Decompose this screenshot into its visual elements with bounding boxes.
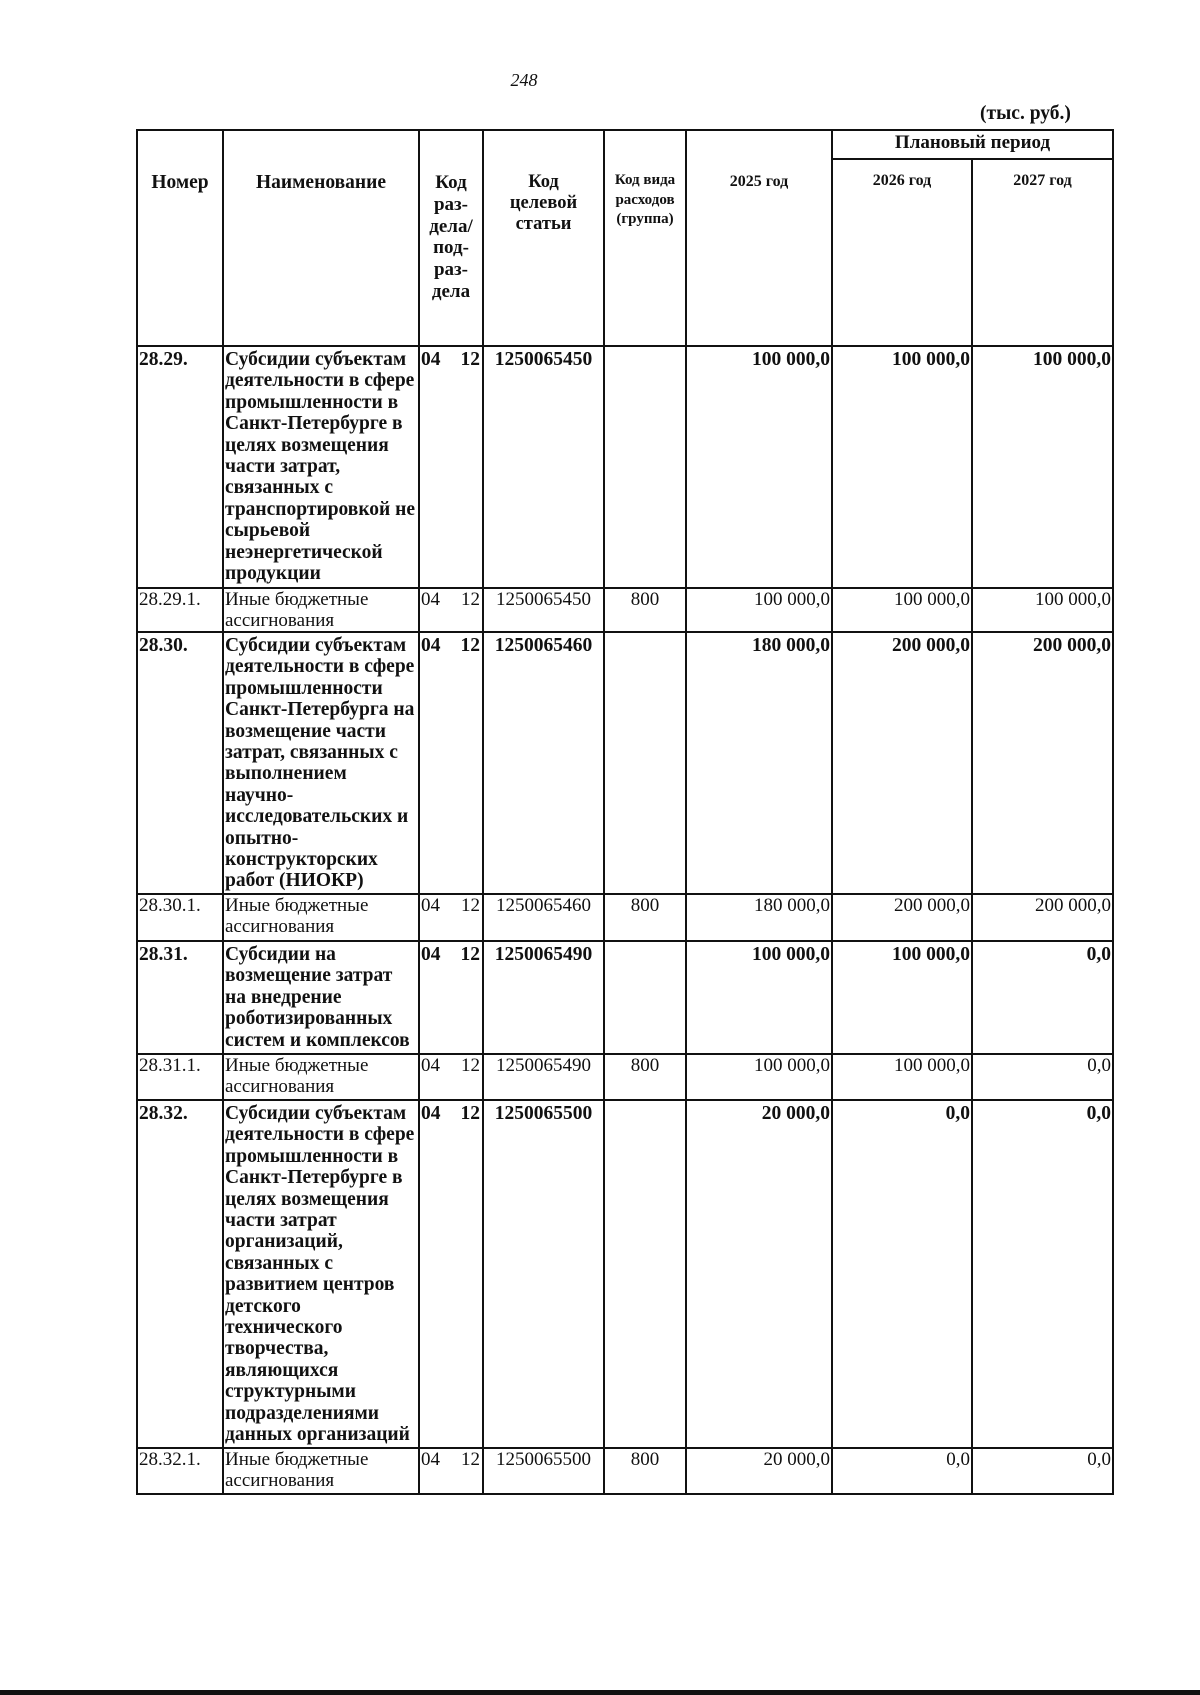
row-name-line: структурными	[225, 1381, 356, 1403]
table-body	[137, 130, 1113, 1494]
row-name-line: сырьевой	[225, 520, 311, 542]
header-target-code-line: статьи	[515, 214, 572, 234]
subsection-code: 12	[460, 944, 480, 965]
section-code-pair	[420, 1103, 482, 1124]
row-name-line: целях возмещения	[225, 434, 389, 456]
amount-2027: 0,0	[972, 1448, 1113, 1494]
table-row	[137, 1054, 1113, 1100]
row-name-line: конструкторских	[225, 849, 378, 871]
row-name-line: промышленности в	[225, 1145, 399, 1167]
row-name-line: ассигнования	[225, 609, 335, 631]
expense-type-code: 800	[604, 588, 686, 632]
target-code: 1250065460	[483, 632, 604, 894]
section-code: 04	[421, 635, 441, 656]
header-section-code	[419, 130, 483, 346]
row-name-line: неэнергетической	[225, 541, 383, 563]
amount-2026: 200 000,0	[832, 632, 972, 894]
section-code: 04	[421, 589, 440, 610]
section-code-pair	[420, 944, 482, 965]
table-row	[137, 894, 1113, 941]
row-name-line: Субсидии субъектам	[225, 635, 407, 656]
budget-table	[136, 129, 1114, 1495]
section-code-pair	[420, 635, 482, 656]
row-name-line: Иные бюджетные	[225, 895, 369, 916]
row-name	[223, 1100, 419, 1448]
section-code: 04	[421, 1103, 441, 1124]
row-number: 28.29.1.	[137, 588, 223, 632]
subsection-code: 12	[460, 1103, 480, 1124]
row-name-line: роботизированных	[225, 1008, 393, 1030]
row-name-line: Субсидии на	[225, 944, 336, 965]
target-code: 1250065490	[483, 1054, 604, 1100]
row-name-line: опытно-	[225, 827, 299, 849]
section-code-cell	[419, 346, 483, 588]
section-code-cell	[419, 894, 483, 941]
target-code: 1250065500	[483, 1448, 604, 1494]
header-section-code-line: под-	[433, 237, 469, 259]
target-code: 1250065460	[483, 894, 604, 941]
target-code: 1250065450	[483, 588, 604, 632]
amount-2027: 100 000,0	[972, 588, 1113, 632]
row-name-line: Субсидии субъектам	[225, 1103, 407, 1124]
header-year-2027: 2027 год	[972, 159, 1113, 346]
row-name	[223, 894, 419, 941]
section-code-cell	[419, 941, 483, 1054]
row-name-line: ассигнования	[225, 1075, 335, 1097]
expense-type-code	[604, 632, 686, 894]
header-section-code-line: раз-	[433, 259, 469, 281]
subsection-code: 12	[460, 635, 480, 656]
amount-2025: 20 000,0	[686, 1448, 832, 1494]
row-name-line: на внедрение	[225, 986, 342, 1008]
subsection-code: 12	[461, 895, 480, 916]
row-name-line: продукции	[225, 563, 321, 585]
row-name-line: возмещение затрат	[225, 965, 393, 987]
row-name-line: ассигнования	[225, 1469, 335, 1491]
row-number: 28.30.1.	[137, 894, 223, 941]
target-code: 1250065450	[483, 346, 604, 588]
row-name-line: промышленности в	[225, 391, 399, 413]
row-name-line: части затрат	[225, 1210, 337, 1232]
amount-2027: 100 000,0	[972, 346, 1113, 588]
subsection-code: 12	[460, 349, 480, 370]
row-name	[223, 346, 419, 588]
header-expense-type-line: расходов	[615, 191, 675, 208]
table-row	[137, 588, 1113, 632]
subsection-code: 12	[461, 589, 480, 610]
header-target-code	[483, 130, 604, 346]
row-name-line: научно-	[225, 784, 294, 806]
section-code-pair	[420, 349, 482, 370]
section-code-pair	[420, 896, 482, 917]
row-name-line: Иные бюджетные	[225, 1055, 369, 1076]
subsection-code: 12	[461, 1449, 480, 1470]
row-name-line: технического	[225, 1317, 343, 1339]
table-row	[137, 346, 1113, 588]
row-name-line: Иные бюджетные	[225, 1449, 369, 1470]
subsection-code: 12	[461, 1055, 480, 1076]
scan-border	[0, 1690, 1200, 1695]
header-expense-type	[604, 130, 686, 346]
section-code-pair	[420, 590, 482, 611]
row-name-line: выполнением	[225, 763, 347, 785]
amount-2027: 200 000,0	[972, 894, 1113, 941]
amount-2027: 0,0	[972, 941, 1113, 1054]
row-name	[223, 632, 419, 894]
row-name-line: организаций,	[225, 1231, 343, 1253]
section-code-pair	[420, 1056, 482, 1077]
section-code: 04	[421, 895, 440, 916]
row-name-line: ассигнования	[225, 915, 335, 937]
amount-2026: 100 000,0	[832, 1054, 972, 1100]
header-target-code-line: целевой	[509, 193, 578, 213]
row-name	[223, 588, 419, 632]
row-name-line: связанных с	[225, 477, 334, 499]
section-code-cell	[419, 1448, 483, 1494]
row-name-line: подразделениями	[225, 1402, 380, 1424]
amount-2025: 100 000,0	[686, 941, 832, 1054]
row-number: 28.32.	[137, 1100, 223, 1448]
header-section-code-line: раз-	[433, 193, 469, 215]
amount-2027: 200 000,0	[972, 632, 1113, 894]
row-name-line: деятельности в сфере	[225, 1124, 415, 1146]
section-code-cell	[419, 588, 483, 632]
row-number: 28.29.	[137, 346, 223, 588]
row-name-line: работ (НИОКР)	[225, 870, 364, 892]
row-name-line: промышленности	[225, 677, 383, 699]
row-name-line: связанных с	[225, 1252, 334, 1274]
header-row	[137, 130, 1113, 159]
row-name	[223, 941, 419, 1054]
row-name-line: затрат, связанных с	[225, 742, 398, 764]
row-name	[223, 1054, 419, 1100]
amount-2026: 100 000,0	[832, 346, 972, 588]
table-row	[137, 941, 1113, 1054]
amount-2025: 100 000,0	[686, 1054, 832, 1100]
amount-2026: 200 000,0	[832, 894, 972, 941]
amount-2026: 0,0	[832, 1448, 972, 1494]
table-row	[137, 1100, 1113, 1448]
row-name-line: исследовательских и	[225, 806, 409, 828]
amount-2026: 100 000,0	[832, 588, 972, 632]
row-name-line: творчества,	[225, 1338, 329, 1360]
expense-type-code	[604, 346, 686, 588]
amount-2025: 100 000,0	[686, 346, 832, 588]
amount-2025: 180 000,0	[686, 894, 832, 941]
row-name-line: Субсидии субъектам	[225, 349, 407, 370]
target-code: 1250065500	[483, 1100, 604, 1448]
table-row	[137, 632, 1113, 894]
section-code-cell	[419, 632, 483, 894]
row-name-line: Санкт-Петербурге в	[225, 413, 403, 435]
amount-2026: 0,0	[832, 1100, 972, 1448]
section-code-cell	[419, 1054, 483, 1100]
row-name-line: Иные бюджетные	[225, 589, 369, 610]
row-name-line: данных организаций	[225, 1424, 410, 1446]
row-name-line: возмещение части	[225, 720, 386, 742]
header-name: Наименование	[223, 130, 419, 346]
row-number: 28.31.1.	[137, 1054, 223, 1100]
header-section-code-line: дела/	[429, 215, 473, 237]
header-target-code-line: Код	[528, 172, 559, 192]
units-label: (тыс. руб.)	[980, 103, 1071, 124]
expense-type-code	[604, 941, 686, 1054]
row-name-line: являющихся	[225, 1359, 339, 1381]
row-name-line: детского	[225, 1295, 301, 1317]
row-name-line: транспортировкой не	[225, 498, 416, 520]
header-expense-type-line: (группа)	[616, 211, 674, 227]
row-name-line: Санкт-Петербурга на	[225, 699, 415, 721]
section-code: 04	[421, 349, 441, 370]
target-code: 1250065490	[483, 941, 604, 1054]
row-name-line: целях возмещения	[225, 1188, 389, 1210]
amount-2025: 180 000,0	[686, 632, 832, 894]
header-expense-type-line: Код вида	[614, 172, 676, 188]
header-year-2025: 2025 год	[686, 130, 832, 346]
row-name-line: деятельности в сфере	[225, 370, 415, 392]
section-code-cell	[419, 1100, 483, 1448]
section-code-pair	[420, 1450, 482, 1471]
row-name-line: деятельности в сфере	[225, 656, 415, 678]
expense-type-code: 800	[604, 1054, 686, 1100]
section-code: 04	[421, 1055, 440, 1076]
header-section-code-line: дела	[431, 280, 471, 302]
section-code: 04	[421, 944, 441, 965]
row-number: 28.32.1.	[137, 1448, 223, 1494]
expense-type-code: 800	[604, 894, 686, 941]
row-name-line: Санкт-Петербурге в	[225, 1167, 403, 1189]
section-code: 04	[421, 1449, 440, 1470]
row-number: 28.31.	[137, 941, 223, 1054]
row-name-line: развитием центров	[225, 1274, 395, 1296]
table-row	[137, 1448, 1113, 1494]
amount-2025: 100 000,0	[686, 588, 832, 632]
header-number: Номер	[137, 130, 223, 346]
header-year-2026: 2026 год	[832, 159, 972, 346]
amount-2025: 20 000,0	[686, 1100, 832, 1448]
amount-2027: 0,0	[972, 1100, 1113, 1448]
expense-type-code: 800	[604, 1448, 686, 1494]
row-name-line: систем и комплексов	[225, 1029, 410, 1051]
row-name-line: части затрат,	[225, 456, 341, 478]
header-planning-period: Плановый период	[832, 130, 1113, 159]
header-section-code-line: Код	[435, 172, 467, 193]
row-number: 28.30.	[137, 632, 223, 894]
row-name	[223, 1448, 419, 1494]
page-number: 248	[510, 70, 538, 90]
amount-2026: 100 000,0	[832, 941, 972, 1054]
amount-2027: 0,0	[972, 1054, 1113, 1100]
expense-type-code	[604, 1100, 686, 1448]
